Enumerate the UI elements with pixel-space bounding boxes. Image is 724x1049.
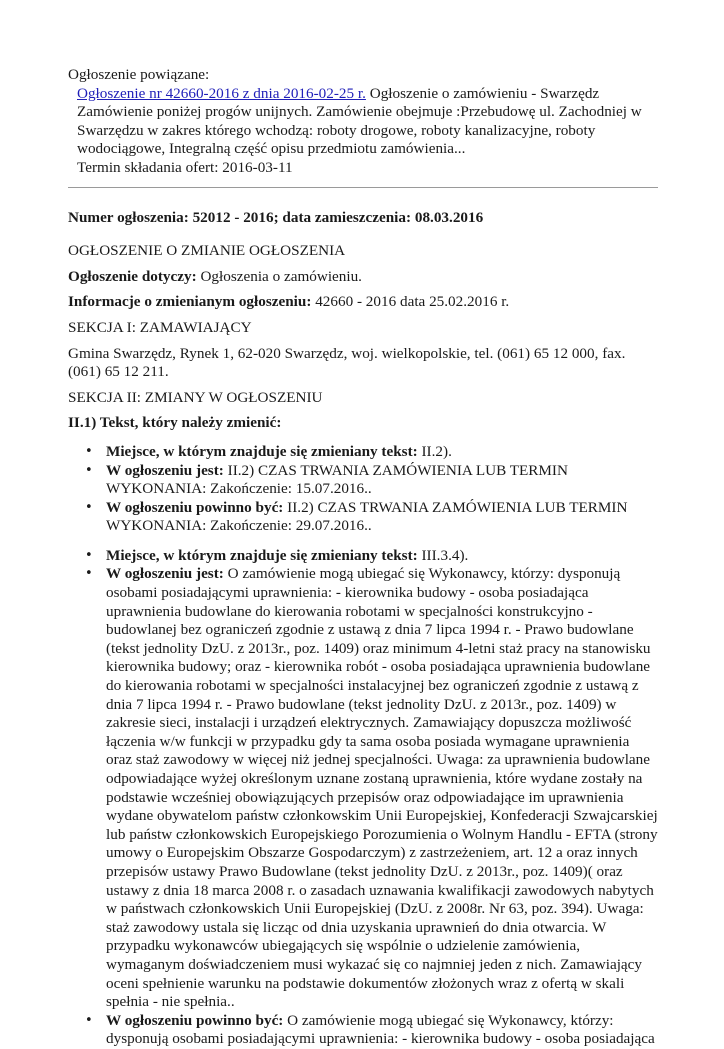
notice-concerns: [68, 268, 658, 287]
change-1-place: [106, 443, 658, 462]
change-1-place-label: Miejsce, w którym znajduje się zmieniany tekst:: [106, 442, 418, 460]
notice-document: [68, 66, 658, 1049]
change-2-current: [106, 565, 658, 1011]
change-2-new: [106, 1012, 658, 1049]
change-1-current-label: W ogłoszeniu jest:: [106, 461, 224, 479]
change-2-place-value: III.3.4).: [421, 546, 469, 564]
related-notice-summary: [77, 85, 658, 178]
change-1-new: [106, 499, 658, 536]
change-2-place-label: Miejsce, w którym znajduje się zmieniany tekst:: [106, 546, 418, 564]
change-2-new-label: W ogłoszeniu powinno być:: [106, 1011, 284, 1029]
notice-number: Numer ogłoszenia: 52012 - 2016; data zamieszczenia: 08.03.2016: [68, 208, 484, 226]
change-1-current-value: II.2) CZAS TRWANIA ZAMÓWIENIA LUB TERMIN WYKONANIA: Zakończenie: 15.07.2016..: [106, 461, 568, 498]
notice-concerns-value: Ogłoszenia o zamówieniu.: [200, 267, 362, 285]
change-2-new-value: O zamówienie mogą ubiegać się Wykonawcy, którzy: dysponują osobami posiadającymi uprawnienia: - kierownika budowy - osoba posiadająca: [106, 1011, 655, 1048]
section2-subtitle-text: II.1) Tekst, który należy zmienić:: [68, 414, 282, 432]
section2-subtitle: [68, 414, 658, 433]
changed-notice-info-label: Informacje o zmienianym ogłoszeniu:: [68, 293, 312, 311]
change-list-1: [68, 443, 658, 536]
change-list-2: [68, 547, 658, 1049]
change-1-current: [106, 462, 658, 499]
section1-title: SEKCJA I: ZAMAWIAJĄCY: [68, 318, 252, 336]
notice-concerns-label: Ogłoszenie dotyczy:: [68, 267, 197, 285]
change-1-new-label: W ogłoszeniu powinno być:: [106, 498, 284, 516]
changed-notice-info-value: 42660 - 2016 data 25.02.2016 r.: [315, 293, 510, 311]
related-notice-description: Ogłoszenie o zamówieniu - Swarzędz Zamówienie poniżej progów unijnych. Zamówienie obejmuje :Przebudowę ul. Zachodniej w Swarzędzu w zakres którego wchodzą: roboty drogowe, roboty kanalizacyjne, roboty wodociągowe, Integralną część opisu przedmiotu zamówienia...: [77, 84, 642, 158]
change-1-new-value: II.2) CZAS TRWANIA ZAMÓWIENIA LUB TERMIN WYKONANIA: Zakończenie: 29.07.2016..: [106, 498, 628, 535]
change-1-place-value: II.2).: [421, 442, 452, 460]
section2-title: SEKCJA II: ZMIANY W OGŁOSZENIU: [68, 388, 323, 406]
related-notice-deadline: Termin składania ofert: 2016-03-11: [77, 158, 293, 176]
related-notice-heading: Ogłoszenie powiązane:: [68, 66, 210, 83]
change-2-current-label: W ogłoszeniu jest:: [106, 565, 224, 583]
section1-body: Gmina Swarzędz, Rynek 1, 62-020 Swarzędz, woj. wielkopolskie, tel. (061) 65 12 000, fax. (061) 65 12 211.: [68, 344, 626, 381]
changed-notice-info: [68, 293, 658, 312]
change-2-current-value: O zamówienie mogą ubiegać się Wykonawcy, którzy: dysponują osobami posiadającymi uprawnienia: - kierownika budowy - osoba posiadająca uprawnienia budowlane do kierowania robotami w specjalności konstrukcyjno - budowlanej bez ograniczeń zgodnie z ustawą z dnia 7 lipca 1994 r. - Prawo budowlane (tekst jednolity DzU. z 2013r., poz. 1409) oraz minimum 4-letni staż pracy na stanowisku kierownika budowy; oraz - kierownika robót - osoba posiadająca uprawnienia budowlane do kierowania robotami w specjalności instalacyjnej bez ograniczeń zgodnie z ustawą z dnia 7 lipca 1994 r. - Prawo budowlane (tekst jednolity DzU. z 2013r., poz. 1409) w zakresie sieci, instalacji i urządzeń elektrycznych. Zamawiający dopuszcza możliwość łączenia w/w funkcji w przypadku gdy ta sama osoba posiada wymagane uprawnienia oraz staż zawodowy w więcej niż jednej specjalności. Uwaga: za uprawnienia budowlane odpowiadające wyżej określonym uznane zostaną uprawnienia, które wydane zostały na podstawie wcześniej obowiązujących przepisów oraz odpowiadające im uprawnienia wydane obywatelom państw członkowskim Unii Europejskiej, Konfederacji Szwajcarskiej lub państw członkowskich Europejskiego Porozumienia o Wolnym Handlu - EFTA (strony umowy o Europejskim Obszarze Gospodarczym) z zastrzeżeniem, art. 12 a oraz innych przepisów ustawy Prawo Budowlane (tekst jednolity DzU. z 2013r., poz. 1409)( oraz ustawy z dnia 18 marca 2008 r. o zasadach uznawania kwalifikacji zawodowych nabytych w państwach członkowskich Unii Europejskiej (DzU. z 2008r. Nr 63, poz. 394). Uwaga: staż zawodowy ustala się licząc od dnia uzyskania uprawnień do dnia otwarcia. W przypadku wykonawców ubiegających się wspólnie o udzielenie zamówienia, wymaganym doświadczeniem musi wykazać się co najmniej jeden z nich. Zamawiający oceni spełnienie warunku na podstawie dokumentów złożonych wraz z ofertą w skali spełnia - nie spełnia..: [106, 565, 658, 1011]
change-2-place: [106, 547, 658, 566]
related-notice-link[interactable]: Ogłoszenie nr 42660-2016 z dnia 2016-02-25 r.: [77, 84, 366, 102]
divider: [68, 187, 658, 188]
notice-type-title: OGŁOSZENIE O ZMIANIE OGŁOSZENIA: [68, 242, 346, 260]
